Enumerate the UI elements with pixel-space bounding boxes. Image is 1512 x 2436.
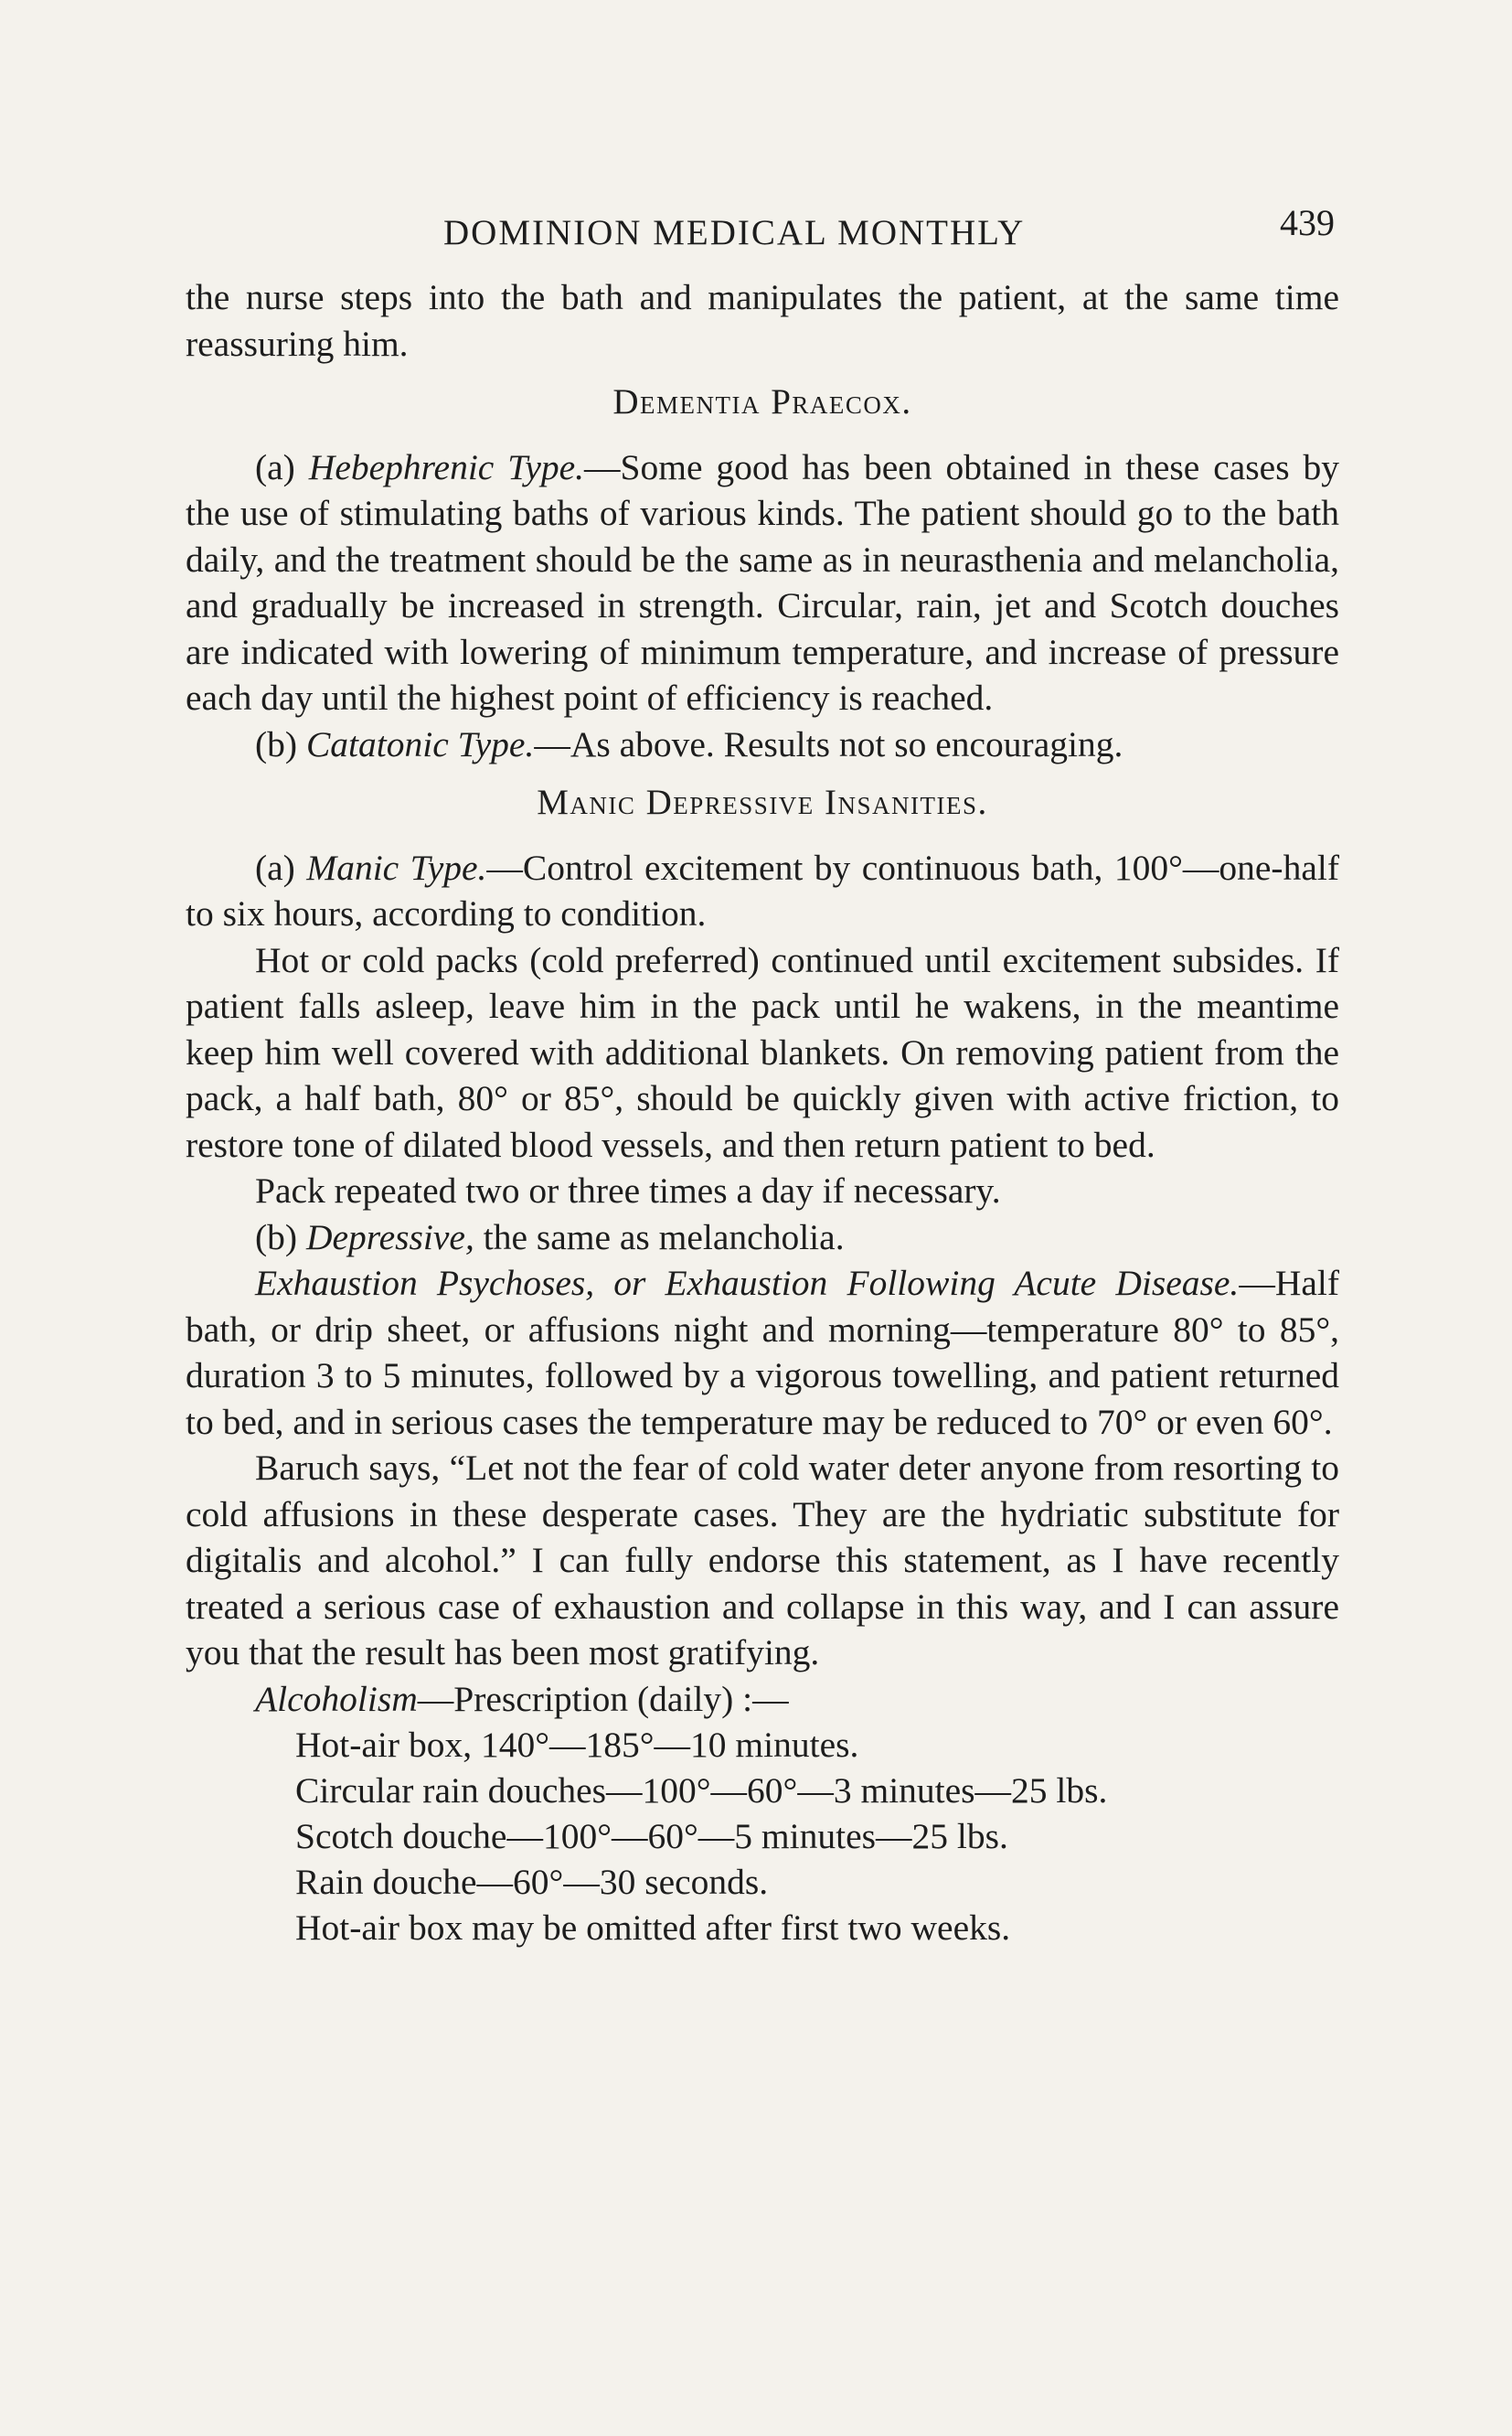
- manic-title: Manic Type.: [306, 847, 487, 888]
- paragraph-depressive: [186, 1214, 1339, 1261]
- paragraph-manic: [186, 845, 1339, 937]
- prescription-item: Hot-air box, 140°—185°—10 minutes.: [295, 1725, 859, 1765]
- catatonic-title: Catatonic Type.: [305, 723, 535, 764]
- hebephrenic-label: (a): [255, 446, 295, 487]
- running-title: DOMINION MEDICAL MONTHLY: [443, 213, 1026, 252]
- depressive-text: the same as melancholia.: [474, 1216, 845, 1257]
- hebephrenic-title: Hebephrenic Type.: [308, 446, 585, 487]
- paragraph-catatonic: [186, 721, 1339, 768]
- prescription-item: Hot-air box may be omitted after first two weeks.: [295, 1907, 1011, 1948]
- hebephrenic-text: —Some good has been obtained in these cases by the use of stimulating baths of various kinds. The patient should go to the bath daily, and the treatment should be the same as in neurasthenia and melancholia, and gradually be increased in strength. Circular, rain, jet and Scotch douches are indicated with lowering of minimum temperature, and increase of pressure each day until the highest point of efficiency is reached.: [186, 446, 1340, 718]
- paragraph-intro: the nurse steps into the bath and manipulates the patient, at the same time reassuring him.: [186, 277, 1339, 364]
- depressive-title: Depressive,: [305, 1216, 474, 1257]
- depressive-label: (b): [255, 1216, 298, 1257]
- article-body: [186, 274, 1339, 1950]
- page-header: [183, 199, 1344, 263]
- page-number: 439: [1280, 202, 1335, 243]
- paragraph-alcoholism: [186, 1676, 1339, 1723]
- paragraph-packs: Hot or cold packs (cold preferred) continued until excitement subsides. If patient falls asleep, leave him in the pack until he wakens, in the meantime keep him well covered with additional blankets. On removing patient from the pack, a half bath, 80° or 85°, should be quickly given with active friction, to restore tone of dilated blood vessels, and then return patient to bed.: [186, 939, 1339, 1165]
- paragraph-exhaustion: [186, 1260, 1339, 1445]
- prescription-item: Rain douche—60°—30 seconds.: [295, 1862, 769, 1902]
- catatonic-text: —As above. Results not so encouraging.: [534, 723, 1123, 764]
- paragraph-pack-repeat: Pack repeated two or three times a day if necessary.: [255, 1170, 1001, 1211]
- heading-dementia-praecox: Dementia Praecox.: [612, 382, 912, 422]
- catatonic-label: (b): [255, 723, 298, 764]
- alcoholism-text: —Prescription (daily) :—: [417, 1678, 789, 1719]
- prescription-item: Circular rain douches—100°—60°—3 minutes—25 lbs.: [295, 1770, 1108, 1811]
- manic-label: (a): [255, 847, 295, 888]
- manic-text: —Control excitement by continuous bath, 100°—one-half to six hours, according to condition.: [186, 847, 1339, 934]
- exhaustion-text: —Half bath, or drip sheet, or affusions night and morning—temperature 80° to 85°, duration 3 to 5 minutes, followed by a vigorous towelling, and patient returned to bed, and in serious cases the temperature may be reduced to 70° or even 60°.: [186, 1263, 1339, 1442]
- prescription-list: [295, 1722, 1339, 1950]
- prescription-item: Scotch douche—100°—60°—5 minutes—25 lbs.: [295, 1816, 1008, 1856]
- heading-manic-depressive: Manic Depressive Insanities.: [537, 783, 988, 822]
- exhaustion-title: Exhaustion Psychoses, or Exhaustion Following Acute Disease.: [255, 1263, 1240, 1303]
- paragraph-hebephrenic: [186, 444, 1339, 721]
- paragraph-baruch: Baruch says, “Let not the fear of cold water deter anyone from resorting to cold affusions in these desperate cases. They are the hydriatic substitute for digitalis and alcohol.” I can fully endorse this statement, as I have recently treated a serious case of exhaustion and collapse in this way, and I can assure you that the result has been most gratifying.: [186, 1448, 1339, 1672]
- alcoholism-title: Alcoholism: [255, 1678, 418, 1719]
